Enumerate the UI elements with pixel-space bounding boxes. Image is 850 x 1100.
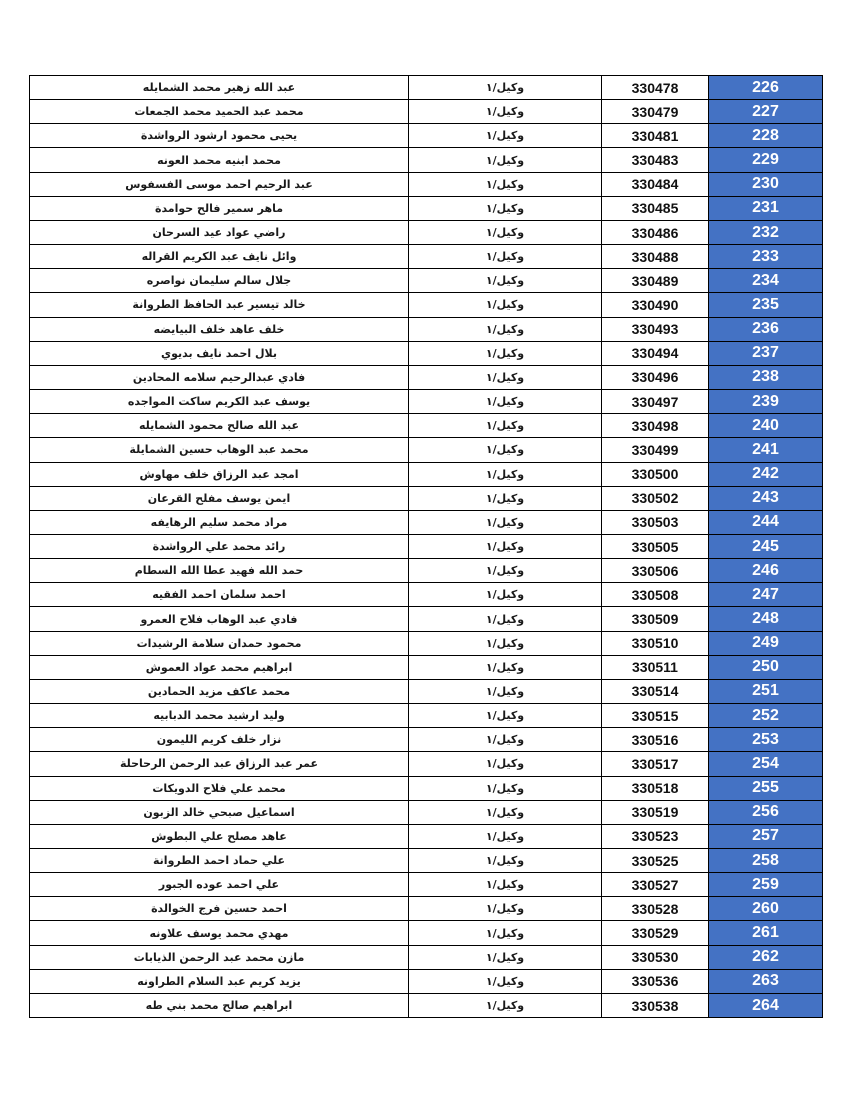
name-cell: خالد تيسير عبد الحافظ الطروانة bbox=[30, 293, 409, 317]
name-cell: ابراهيم محمد عواد العموش bbox=[30, 655, 409, 679]
military-number-cell: 330500 bbox=[602, 462, 709, 486]
table-row bbox=[30, 317, 823, 341]
table-row bbox=[30, 873, 823, 897]
name-cell: محمد علي فلاح الدويكات bbox=[30, 776, 409, 800]
military-number-cell: 330509 bbox=[602, 607, 709, 631]
name-cell: نزار خلف كريم الليمون bbox=[30, 728, 409, 752]
table-row bbox=[30, 728, 823, 752]
military-number-cell: 330479 bbox=[602, 100, 709, 124]
military-number-cell: 330517 bbox=[602, 752, 709, 776]
rank-cell: وكيل/١ bbox=[409, 776, 602, 800]
sequence-number-cell: 256 bbox=[709, 800, 823, 824]
name-cell: يوسف عبد الكريم ساكت المواجده bbox=[30, 390, 409, 414]
sequence-number-cell: 234 bbox=[709, 269, 823, 293]
name-cell: محمد عبد الحميد محمد الجمعات bbox=[30, 100, 409, 124]
sequence-number-cell: 264 bbox=[709, 993, 823, 1017]
table-row bbox=[30, 897, 823, 921]
table-row bbox=[30, 800, 823, 824]
name-cell: عبد الله صالح محمود الشمايله bbox=[30, 414, 409, 438]
name-cell: ماهر سمير فالح حوامدة bbox=[30, 196, 409, 220]
name-cell: راضي عواد عيد السرحان bbox=[30, 220, 409, 244]
table-body bbox=[30, 76, 823, 1018]
table-row bbox=[30, 124, 823, 148]
military-number-cell: 330485 bbox=[602, 196, 709, 220]
military-number-cell: 330494 bbox=[602, 341, 709, 365]
name-cell: محمد عاكف مزيد الحمادين bbox=[30, 679, 409, 703]
sequence-number-cell: 233 bbox=[709, 245, 823, 269]
sequence-number-cell: 245 bbox=[709, 534, 823, 558]
rank-cell: وكيل/١ bbox=[409, 148, 602, 172]
sequence-number-cell: 250 bbox=[709, 655, 823, 679]
name-cell: علي احمد عوده الجبور bbox=[30, 873, 409, 897]
table-row bbox=[30, 220, 823, 244]
name-cell: حمد الله فهيد عطا الله السطام bbox=[30, 559, 409, 583]
rank-cell: وكيل/١ bbox=[409, 510, 602, 534]
military-number-cell: 330525 bbox=[602, 849, 709, 873]
sequence-number-cell: 237 bbox=[709, 341, 823, 365]
name-cell: جلال سالم سليمان نواصره bbox=[30, 269, 409, 293]
sequence-number-cell: 254 bbox=[709, 752, 823, 776]
sequence-number-cell: 252 bbox=[709, 704, 823, 728]
name-cell: امجد عبد الرزاق خلف مهاوش bbox=[30, 462, 409, 486]
military-number-cell: 330528 bbox=[602, 897, 709, 921]
rank-cell: وكيل/١ bbox=[409, 486, 602, 510]
name-cell: محمد عبد الوهاب حسين الشمايلة bbox=[30, 438, 409, 462]
table-row bbox=[30, 583, 823, 607]
military-number-cell: 330503 bbox=[602, 510, 709, 534]
military-number-cell: 330515 bbox=[602, 704, 709, 728]
military-number-cell: 330478 bbox=[602, 76, 709, 100]
military-number-cell: 330514 bbox=[602, 679, 709, 703]
name-cell: احمد حسين فرج الخوالدة bbox=[30, 897, 409, 921]
rank-cell: وكيل/١ bbox=[409, 679, 602, 703]
table-row bbox=[30, 945, 823, 969]
rank-cell: وكيل/١ bbox=[409, 462, 602, 486]
rank-cell: وكيل/١ bbox=[409, 100, 602, 124]
military-number-cell: 330508 bbox=[602, 583, 709, 607]
military-number-cell: 330502 bbox=[602, 486, 709, 510]
sequence-number-cell: 239 bbox=[709, 390, 823, 414]
sequence-number-cell: 238 bbox=[709, 365, 823, 389]
military-number-cell: 330510 bbox=[602, 631, 709, 655]
table-row bbox=[30, 196, 823, 220]
military-number-cell: 330484 bbox=[602, 172, 709, 196]
sequence-number-cell: 247 bbox=[709, 583, 823, 607]
sequence-number-cell: 241 bbox=[709, 438, 823, 462]
name-cell: فادي عبد الوهاب فلاح العمرو bbox=[30, 607, 409, 631]
name-cell: عبد الله زهير محمد الشمايله bbox=[30, 76, 409, 100]
military-number-cell: 330519 bbox=[602, 800, 709, 824]
table-row bbox=[30, 921, 823, 945]
military-number-cell: 330486 bbox=[602, 220, 709, 244]
table-row bbox=[30, 607, 823, 631]
sequence-number-cell: 262 bbox=[709, 945, 823, 969]
military-number-cell: 330518 bbox=[602, 776, 709, 800]
name-cell: محمد ابنيه محمد العونه bbox=[30, 148, 409, 172]
sequence-number-cell: 230 bbox=[709, 172, 823, 196]
sequence-number-cell: 229 bbox=[709, 148, 823, 172]
sequence-number-cell: 243 bbox=[709, 486, 823, 510]
military-number-cell: 330488 bbox=[602, 245, 709, 269]
name-cell: فادي عبدالرحيم سلامه المحادين bbox=[30, 365, 409, 389]
table-row bbox=[30, 486, 823, 510]
name-cell: يزيد كريم عبد السلام الطراونه bbox=[30, 969, 409, 993]
table-row bbox=[30, 390, 823, 414]
name-cell: عاهد مصلح علي البطوش bbox=[30, 824, 409, 848]
name-cell: احمد سلمان احمد الفقيه bbox=[30, 583, 409, 607]
name-cell: يحيى محمود ارشود الرواشدة bbox=[30, 124, 409, 148]
table-row bbox=[30, 510, 823, 534]
sequence-number-cell: 257 bbox=[709, 824, 823, 848]
table-row bbox=[30, 534, 823, 558]
sequence-number-cell: 251 bbox=[709, 679, 823, 703]
military-number-cell: 330505 bbox=[602, 534, 709, 558]
name-cell: ايمن يوسف مفلح القرعان bbox=[30, 486, 409, 510]
military-number-cell: 330530 bbox=[602, 945, 709, 969]
military-number-cell: 330483 bbox=[602, 148, 709, 172]
table-row bbox=[30, 824, 823, 848]
table-row bbox=[30, 559, 823, 583]
sequence-number-cell: 248 bbox=[709, 607, 823, 631]
table-row bbox=[30, 100, 823, 124]
name-cell: محمود حمدان سلامة الرشيدات bbox=[30, 631, 409, 655]
table-row bbox=[30, 269, 823, 293]
name-cell: مهدي محمد يوسف علاونه bbox=[30, 921, 409, 945]
rank-cell: وكيل/١ bbox=[409, 728, 602, 752]
table-row bbox=[30, 438, 823, 462]
sequence-number-cell: 228 bbox=[709, 124, 823, 148]
sequence-number-cell: 236 bbox=[709, 317, 823, 341]
military-number-cell: 330481 bbox=[602, 124, 709, 148]
military-number-cell: 330490 bbox=[602, 293, 709, 317]
military-number-cell: 330511 bbox=[602, 655, 709, 679]
name-cell: عبد الرحيم احمد موسى الفسفوس bbox=[30, 172, 409, 196]
sequence-number-cell: 258 bbox=[709, 849, 823, 873]
rank-cell: وكيل/١ bbox=[409, 220, 602, 244]
rank-cell: وكيل/١ bbox=[409, 704, 602, 728]
name-cell: خلف عاهد خلف البيايضه bbox=[30, 317, 409, 341]
rank-cell: وكيل/١ bbox=[409, 583, 602, 607]
personnel-table bbox=[29, 75, 823, 1018]
rank-cell: وكيل/١ bbox=[409, 921, 602, 945]
table-row bbox=[30, 172, 823, 196]
sequence-number-cell: 232 bbox=[709, 220, 823, 244]
table-row bbox=[30, 704, 823, 728]
military-number-cell: 330489 bbox=[602, 269, 709, 293]
sequence-number-cell: 226 bbox=[709, 76, 823, 100]
rank-cell: وكيل/١ bbox=[409, 293, 602, 317]
sequence-number-cell: 260 bbox=[709, 897, 823, 921]
military-number-cell: 330523 bbox=[602, 824, 709, 848]
table-row bbox=[30, 776, 823, 800]
name-cell: عمر عبد الرزاق عبد الرحمن الرحاحلة bbox=[30, 752, 409, 776]
military-number-cell: 330499 bbox=[602, 438, 709, 462]
rank-cell: وكيل/١ bbox=[409, 124, 602, 148]
table-row bbox=[30, 849, 823, 873]
name-cell: وائل نايف عبد الكريم القراله bbox=[30, 245, 409, 269]
rank-cell: وكيل/١ bbox=[409, 873, 602, 897]
rank-cell: وكيل/١ bbox=[409, 655, 602, 679]
rank-cell: وكيل/١ bbox=[409, 245, 602, 269]
sequence-number-cell: 242 bbox=[709, 462, 823, 486]
name-cell: وليد ارشيد محمد الدبابيه bbox=[30, 704, 409, 728]
military-number-cell: 330498 bbox=[602, 414, 709, 438]
sequence-number-cell: 235 bbox=[709, 293, 823, 317]
sequence-number-cell: 231 bbox=[709, 196, 823, 220]
rank-cell: وكيل/١ bbox=[409, 631, 602, 655]
rank-cell: وكيل/١ bbox=[409, 269, 602, 293]
rank-cell: وكيل/١ bbox=[409, 341, 602, 365]
table-row bbox=[30, 462, 823, 486]
rank-cell: وكيل/١ bbox=[409, 76, 602, 100]
sequence-number-cell: 259 bbox=[709, 873, 823, 897]
rank-cell: وكيل/١ bbox=[409, 365, 602, 389]
rank-cell: وكيل/١ bbox=[409, 752, 602, 776]
sequence-number-cell: 246 bbox=[709, 559, 823, 583]
name-cell: مازن محمد عبد الرحمن الذيابات bbox=[30, 945, 409, 969]
table-row bbox=[30, 969, 823, 993]
military-number-cell: 330493 bbox=[602, 317, 709, 341]
rank-cell: وكيل/١ bbox=[409, 800, 602, 824]
name-cell: رائد محمد علي الرواشدة bbox=[30, 534, 409, 558]
table-row bbox=[30, 293, 823, 317]
name-cell: ابراهيم صالح محمد بني طه bbox=[30, 993, 409, 1017]
table-row bbox=[30, 245, 823, 269]
rank-cell: وكيل/١ bbox=[409, 824, 602, 848]
military-number-cell: 330497 bbox=[602, 390, 709, 414]
table-row bbox=[30, 414, 823, 438]
rank-cell: وكيل/١ bbox=[409, 897, 602, 921]
military-number-cell: 330536 bbox=[602, 969, 709, 993]
sequence-number-cell: 249 bbox=[709, 631, 823, 655]
name-cell: مراد محمد سليم الرهايفه bbox=[30, 510, 409, 534]
military-number-cell: 330538 bbox=[602, 993, 709, 1017]
rank-cell: وكيل/١ bbox=[409, 414, 602, 438]
rank-cell: وكيل/١ bbox=[409, 196, 602, 220]
name-cell: علي حماد احمد الطروانة bbox=[30, 849, 409, 873]
rank-cell: وكيل/١ bbox=[409, 993, 602, 1017]
sequence-number-cell: 227 bbox=[709, 100, 823, 124]
rank-cell: وكيل/١ bbox=[409, 607, 602, 631]
sequence-number-cell: 244 bbox=[709, 510, 823, 534]
sequence-number-cell: 240 bbox=[709, 414, 823, 438]
rank-cell: وكيل/١ bbox=[409, 969, 602, 993]
name-cell: اسماعيل صبحي خالد الزبون bbox=[30, 800, 409, 824]
sequence-number-cell: 255 bbox=[709, 776, 823, 800]
rank-cell: وكيل/١ bbox=[409, 559, 602, 583]
sequence-number-cell: 253 bbox=[709, 728, 823, 752]
table-row bbox=[30, 148, 823, 172]
rank-cell: وكيل/١ bbox=[409, 849, 602, 873]
table-row bbox=[30, 993, 823, 1017]
table-row bbox=[30, 752, 823, 776]
table-row bbox=[30, 631, 823, 655]
rank-cell: وكيل/١ bbox=[409, 317, 602, 341]
military-number-cell: 330496 bbox=[602, 365, 709, 389]
table-row bbox=[30, 76, 823, 100]
military-number-cell: 330527 bbox=[602, 873, 709, 897]
sequence-number-cell: 263 bbox=[709, 969, 823, 993]
military-number-cell: 330516 bbox=[602, 728, 709, 752]
rank-cell: وكيل/١ bbox=[409, 438, 602, 462]
military-number-cell: 330529 bbox=[602, 921, 709, 945]
rank-cell: وكيل/١ bbox=[409, 390, 602, 414]
rank-cell: وكيل/١ bbox=[409, 945, 602, 969]
table-row bbox=[30, 365, 823, 389]
table-row bbox=[30, 679, 823, 703]
table-row bbox=[30, 341, 823, 365]
table-row bbox=[30, 655, 823, 679]
sequence-number-cell: 261 bbox=[709, 921, 823, 945]
rank-cell: وكيل/١ bbox=[409, 172, 602, 196]
rank-cell: وكيل/١ bbox=[409, 534, 602, 558]
name-cell: بلال احمد نايف بديوي bbox=[30, 341, 409, 365]
military-number-cell: 330506 bbox=[602, 559, 709, 583]
